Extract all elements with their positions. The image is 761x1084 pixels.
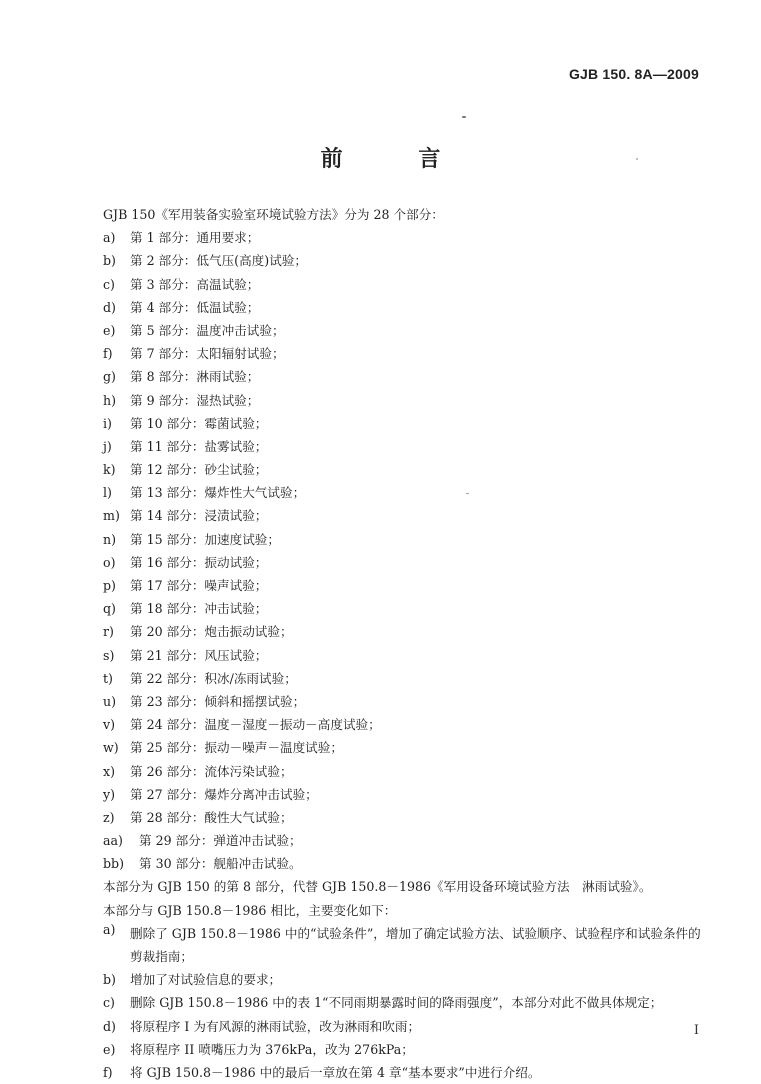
parts-list bbox=[103, 226, 713, 875]
list-label: d) bbox=[103, 299, 116, 315]
list-item bbox=[103, 690, 713, 713]
list-item bbox=[103, 528, 713, 551]
list-label: j) bbox=[103, 438, 112, 454]
standard-code: GJB 150. 8A—2009 bbox=[568, 66, 699, 82]
list-text: 第 4 部分：低温试验； bbox=[130, 299, 260, 315]
list-item bbox=[103, 365, 713, 388]
list-text: 删除了 GJB 150.8－1986 中的“试验条件”，增加了确定试验方法、试验顺序、试验程序和试验条件的剪裁指南； bbox=[130, 925, 701, 965]
list-item bbox=[103, 249, 713, 272]
list-text: 第 14 部分：浸渍试验； bbox=[130, 508, 268, 524]
list-label: c) bbox=[103, 276, 115, 292]
list-text: 第 18 部分：冲击试验； bbox=[130, 601, 268, 617]
scan-speck bbox=[462, 116, 466, 118]
list-label: f) bbox=[103, 1064, 113, 1080]
list-label: k) bbox=[103, 462, 116, 478]
list-label: l) bbox=[103, 485, 112, 501]
list-text: 删除 GJB 150.8－1986 中的表 1“不同雨期暴露时间的降雨强度”，本部分对此不做具体规定； bbox=[130, 995, 663, 1011]
list-label: z) bbox=[103, 809, 115, 825]
list-label: v) bbox=[103, 717, 116, 733]
list-text: 第 8 部分：淋雨试验； bbox=[130, 369, 260, 385]
list-item bbox=[103, 574, 713, 597]
list-item bbox=[103, 667, 713, 690]
list-label: b) bbox=[103, 253, 116, 269]
list-item bbox=[103, 342, 713, 365]
list-text: 将 GJB 150.8－1986 中的最后一章放在第 4 章“基本要求”中进行介绍。 bbox=[130, 1064, 541, 1080]
list-item bbox=[103, 412, 713, 435]
list-item bbox=[103, 783, 713, 806]
list-label: g) bbox=[103, 369, 116, 385]
list-text: 第 25 部分：振动－噪声－温度试验； bbox=[130, 740, 343, 756]
list-item bbox=[103, 713, 713, 736]
intro-paragraph: GJB 150《军用装备实验室环境试验方法》分为 28 个部分： bbox=[103, 207, 444, 222]
list-item bbox=[103, 504, 713, 527]
list-text: 将原程序 I 为有风源的淋雨试验，改为淋雨和吹雨； bbox=[130, 1018, 421, 1034]
list-label: bb) bbox=[103, 856, 125, 872]
list-text: 第 17 部分：噪声试验； bbox=[130, 578, 268, 593]
list-item bbox=[103, 644, 713, 667]
list-text: 第 12 部分：砂尘试验； bbox=[130, 462, 268, 478]
list-label: b) bbox=[103, 972, 116, 988]
list-item bbox=[103, 736, 713, 759]
list-label: t) bbox=[103, 670, 113, 686]
change-item bbox=[103, 1015, 713, 1038]
list-text: 第 20 部分：炮击振动试验； bbox=[130, 624, 293, 640]
list-label: aa) bbox=[103, 833, 123, 849]
change-item bbox=[103, 968, 713, 991]
list-text: 第 21 部分：风压试验； bbox=[130, 647, 268, 663]
list-label: e) bbox=[103, 1041, 116, 1057]
list-item bbox=[103, 760, 713, 783]
replaces-paragraph: 本部分为 GJB 150 的第 8 部分，代替 GJB 150.8－1986《军用设备环境试验方法 淋雨试验》。 bbox=[103, 879, 652, 895]
list-item bbox=[103, 551, 713, 574]
list-item bbox=[103, 319, 713, 342]
list-text: 第 10 部分：霉菌试验； bbox=[130, 415, 268, 431]
list-label: d) bbox=[103, 1018, 116, 1034]
list-text: 第 7 部分：太阳辐射试验； bbox=[130, 346, 285, 362]
change-item bbox=[103, 1061, 713, 1084]
list-item bbox=[103, 481, 713, 504]
list-label: w) bbox=[103, 740, 119, 756]
list-text: 第 16 部分：振动试验； bbox=[130, 554, 268, 570]
list-text: 第 3 部分：高温试验； bbox=[130, 276, 260, 292]
list-text: 第 26 部分：流体污染试验； bbox=[130, 763, 293, 779]
list-item bbox=[103, 435, 713, 458]
list-label: s) bbox=[103, 647, 115, 663]
list-text: 第 27 部分：爆炸分离冲击试验； bbox=[130, 786, 318, 802]
list-text: 第 24 部分：温度－湿度－振动－高度试验； bbox=[130, 717, 381, 733]
list-label: q) bbox=[103, 601, 116, 617]
list-label: a) bbox=[103, 921, 116, 937]
list-text: 第 28 部分：酸性大气试验； bbox=[130, 809, 293, 825]
list-text: 第 5 部分：温度冲击试验； bbox=[130, 322, 285, 338]
list-item bbox=[103, 806, 713, 829]
list-label: o) bbox=[103, 554, 116, 570]
list-text: 增加了对试验信息的要求； bbox=[130, 972, 282, 988]
list-text: 第 15 部分：加速度试验； bbox=[130, 531, 280, 547]
list-item bbox=[103, 829, 713, 852]
list-text: 第 9 部分：湿热试验； bbox=[130, 392, 260, 408]
list-text: 第 11 部分：盐雾试验； bbox=[130, 438, 268, 454]
list-label: p) bbox=[103, 578, 116, 593]
list-item bbox=[103, 273, 713, 296]
list-text: 将原程序 II 喷嘴压力为 376kPa，改为 276kPa； bbox=[130, 1041, 414, 1057]
list-label: y) bbox=[103, 786, 116, 802]
list-label: e) bbox=[103, 322, 116, 338]
page-number: I bbox=[693, 1023, 699, 1038]
list-text: 第 2 部分：低气压(高度)试验； bbox=[130, 253, 307, 269]
list-label: a) bbox=[103, 230, 116, 246]
list-item bbox=[103, 296, 713, 319]
list-text: 第 13 部分：爆炸性大气试验； bbox=[130, 485, 306, 501]
list-text: 第 1 部分：通用要求； bbox=[130, 230, 260, 246]
list-label: n) bbox=[103, 531, 117, 547]
list-text: 第 23 部分：倾斜和摇摆试验； bbox=[130, 693, 306, 709]
list-label: r) bbox=[103, 624, 114, 640]
body-text bbox=[103, 203, 713, 1084]
changes-list bbox=[103, 922, 713, 1084]
list-item bbox=[103, 597, 713, 620]
list-item bbox=[103, 458, 713, 481]
list-item bbox=[103, 852, 713, 875]
list-text: 第 22 部分：积冰/冻雨试验； bbox=[130, 670, 297, 686]
change-item bbox=[103, 922, 713, 968]
list-label: c) bbox=[103, 995, 115, 1011]
list-text: 第 30 部分：舰船冲击试验。 bbox=[139, 856, 302, 872]
page-title: 前 言 bbox=[320, 147, 475, 172]
list-label: x) bbox=[103, 763, 116, 779]
list-label: f) bbox=[103, 346, 113, 362]
list-label: m) bbox=[103, 508, 120, 524]
list-item bbox=[103, 226, 713, 249]
list-label: i) bbox=[103, 415, 112, 431]
change-item bbox=[103, 1038, 713, 1061]
list-item bbox=[103, 389, 713, 412]
list-item bbox=[103, 620, 713, 643]
list-label: h) bbox=[103, 392, 117, 408]
comparison-intro: 本部分与 GJB 150.8－1986 相比，主要变化如下： bbox=[103, 902, 397, 918]
change-item bbox=[103, 991, 713, 1014]
list-text: 第 29 部分：弹道冲击试验； bbox=[139, 833, 302, 849]
list-label: u) bbox=[103, 693, 117, 709]
